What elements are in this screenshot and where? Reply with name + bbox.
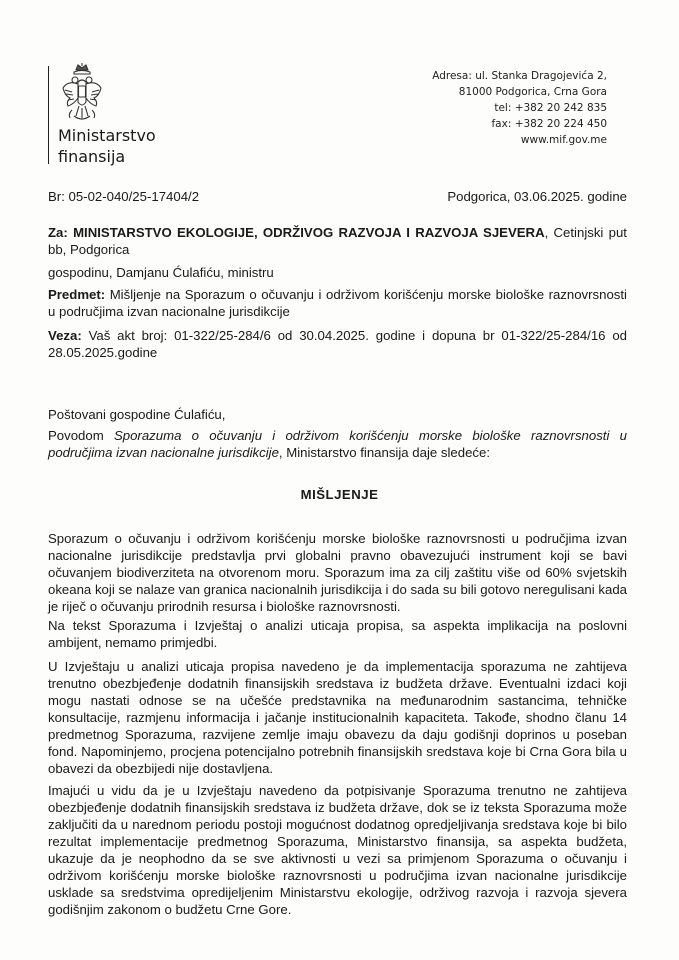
- paragraph-3: [48, 658, 627, 777]
- place-date: Podgorica, 03.06.2025. godine: [447, 189, 627, 204]
- city: 81000 Podgorica, Crna Gora: [458, 86, 607, 98]
- reference-text: Vaš akt broj: 01-322/25-284/6 od 30.04.2025. godine i dopuna br 01-322/25-284/16 od 28.05.2025.godine: [48, 328, 627, 360]
- ministry-name: [58, 125, 156, 167]
- recipient-name: MINISTARSTVO EKOLOGIJE, ODRŽIVOG RAZVOJA I RAZVOJA SJEVERA: [73, 225, 545, 240]
- subject-block: [48, 286, 627, 320]
- subject-label: Predmet:: [48, 287, 106, 302]
- recipient-attention: gospodinu, Damjanu Ćulafiću, ministru: [48, 265, 274, 280]
- attention-line: [48, 264, 627, 281]
- ministry-line-2: finansija: [58, 147, 126, 166]
- fax: fax: +382 20 224 450: [491, 118, 607, 130]
- paragraph-1-text: Sporazum o očuvanju i održivom korišćenju morske biološke raznovrsnosti u područjima izvan nacionalne jurisdikcije predstavlja prvi globalni pravno obavezujući instrument koji se bavi očuvanjem biodiverziteta na otvorenom moru. Sporazum ima za cilj zaštitu više od 60% svjetskih okeana koji se nalaze van granica nacionalnih jurisdikcija i do sada su bili gotovo neregulisani kada je riječ o očuvanju prirodnih resursa i biološke raznovrsnosti.: [48, 531, 627, 614]
- header-divider: [48, 66, 49, 164]
- recipient-line: [48, 224, 627, 258]
- paragraph-4: [48, 782, 627, 918]
- recipient-address: , Cetinjski put bb, Podgorica: [48, 225, 627, 257]
- reference-label: Veza:: [48, 328, 82, 343]
- coat-of-arms-icon: [60, 62, 104, 126]
- reference-row: [48, 189, 627, 204]
- subject-text: Mišljenje na Sporazum o očuvanju i održivom korišćenju morske biološke raznovrsnosti u područjima izvan nacionalne jurisdikcije: [48, 287, 627, 319]
- address: Adresa: ul. Stanka Dragojevića 2,: [432, 70, 607, 82]
- recipient-label: Za:: [48, 225, 68, 240]
- reference-block: [48, 327, 627, 361]
- telephone: tel: +382 20 242 835: [494, 102, 607, 114]
- website-link[interactable]: www.mif.gov.me: [520, 134, 607, 146]
- contact-block: [432, 68, 607, 148]
- paragraph-3-text: U Izvještaju u analizi uticaja propisa navedeno je da implementacija sporazuma ne zahtijeva trenutno obezbjeđenje dodatnih finansijskih sredstava iz budžeta države. Eventualni izdaci koji mogu nastati odnose se na učešće predstavnika na međunarodnim sastancima, tehničke konsultacije, razmjenu informacija i jačanje institucionalnih kapaciteta. Takođe, shodno članu 14 predmetnog Sporazuma, razvijene zemlje imaju obavezu da daju godišnji doprinos u poseban fond. Napominjemo, procjena potencijalno potrebnih finansijskih sredstava koje bi Crna Gora bila u obavezi da obezbijedi nije dostavljena.: [48, 659, 627, 776]
- paragraph-1: [48, 530, 627, 615]
- intro-paragraph: [48, 427, 627, 461]
- recipient-block: [48, 224, 627, 258]
- paragraph-2-text: Na tekst Sporazuma i Izvještaj o analizi uticaja propisa, sa aspekta implikacija na poslovni ambijent, nemamo primjedbi.: [48, 618, 627, 650]
- intro-pre: Povodom: [48, 428, 114, 443]
- salutation: [48, 406, 627, 423]
- salutation-text: Poštovani gospodine Ćulafiću,: [48, 407, 226, 422]
- paragraph-2: [48, 617, 627, 651]
- intro-post: , Ministarstvo finansija daje sledeće:: [278, 445, 491, 460]
- ministry-line-1: Ministarstvo: [58, 126, 156, 145]
- document-number: Br: 05-02-040/25-17404/2: [48, 189, 200, 204]
- paragraph-4-text: Imajući u vidu da je u Izvještaju navedeno da potpisivanje Sporazuma trenutno ne zahtijeva obezbjeđenje dodatnih finansijskih sredstava iz budžeta države, dok se iz teksta Sporazuma može zaključiti da u narednom periodu postoji mogućnost dodatnog opredjeljivanja sredstava koje bi bilo rezultat implementacije predmetnog Sporazuma, Ministarstvo finansija, sa aspekta budžeta, ukazuje da je neophodno da se sve aktivnosti u vezi sa primjenom Sporazuma o očuvanju i održivom korišćenju morske biološke raznovrsnosti u područjima izvan nacionalne jurisdikcije uskladе sa sredstvima opredijeljenim Ministarstvu ekologije, održivog razvoja i razvoja sjevera godišnjim zakonom o budžetu Crne Gore.: [48, 783, 627, 917]
- intro-agreement-title: Sporazuma o očuvanju i održivom korišćenju morske biološke raznovrsnosti u područjima izvan nacionalne jurisdikcije: [48, 428, 627, 460]
- opinion-title: MIŠLJENJE: [300, 487, 379, 502]
